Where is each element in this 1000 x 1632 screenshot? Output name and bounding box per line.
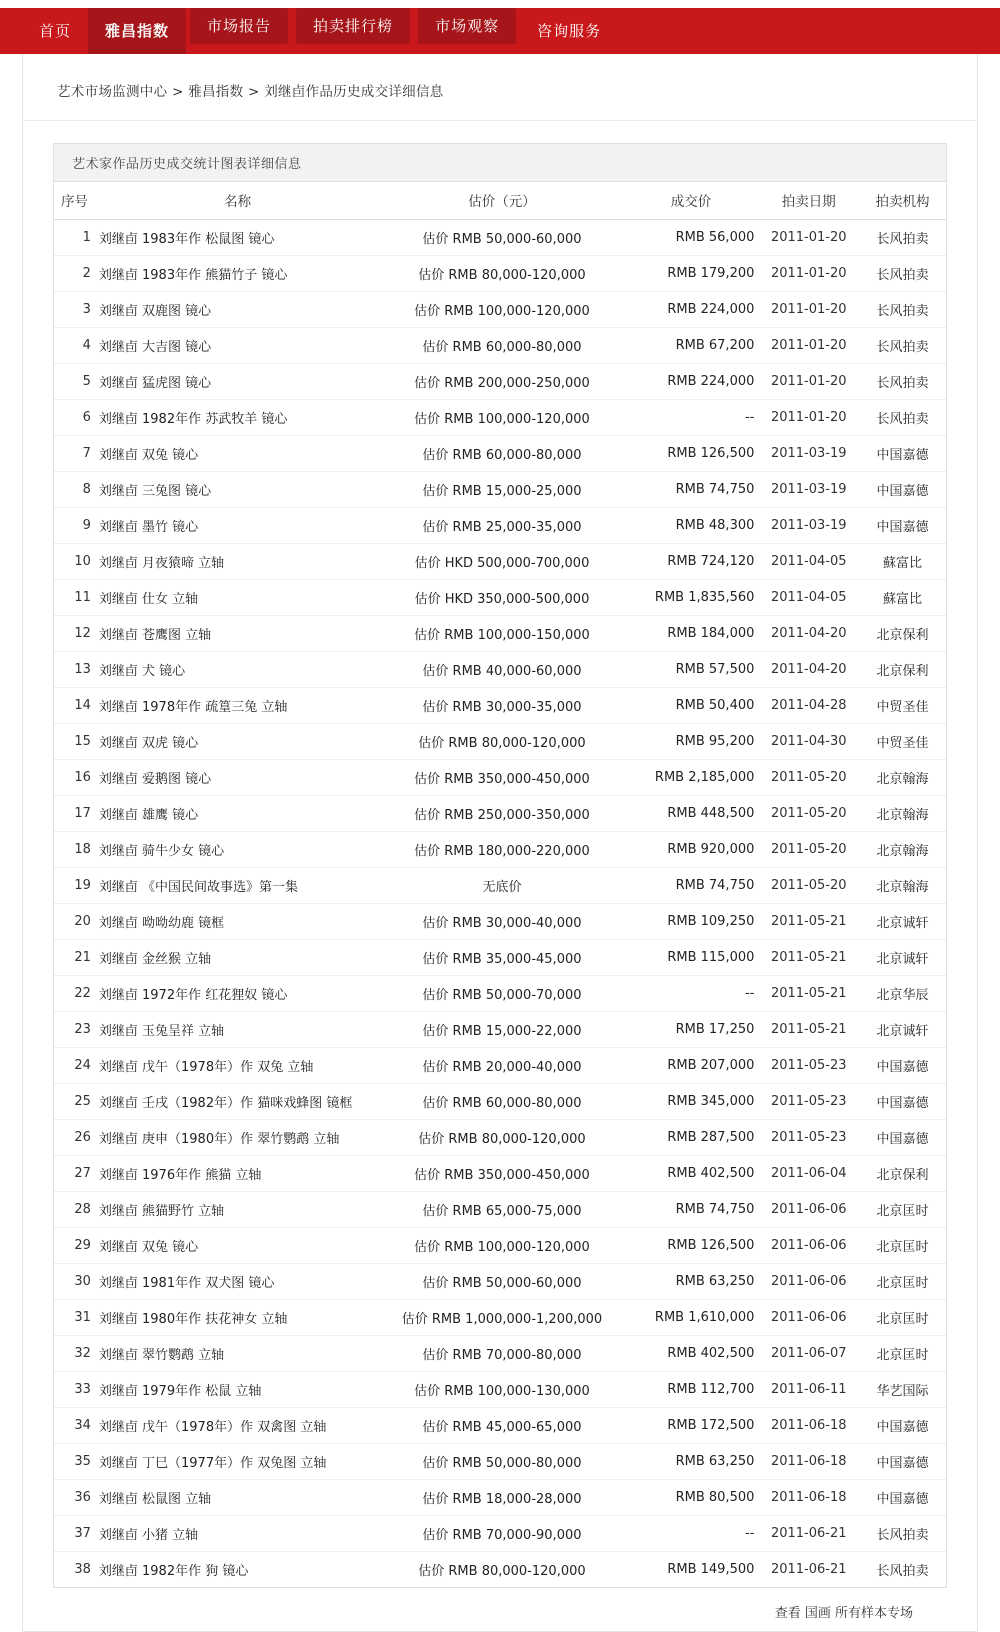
row-estimate: 估价 RMB 80,000-120,000 — [380, 724, 623, 760]
row-estimate: 估价 RMB 30,000-40,000 — [380, 904, 623, 940]
row-name[interactable]: 刘继卣 猛虎图 镜心 — [95, 364, 380, 400]
row-index: 17 — [54, 796, 95, 832]
row-price: RMB 1,610,000 — [624, 1300, 759, 1336]
row-name[interactable]: 刘继卣 丁巳（1977年）作 双兔图 立轴 — [95, 1444, 380, 1480]
row-estimate: 估价 RMB 70,000-80,000 — [380, 1336, 623, 1372]
row-house: 中国嘉德 — [859, 1408, 946, 1444]
column-header-date: 拍卖日期 — [758, 182, 859, 220]
row-estimate: 估价 RMB 60,000-80,000 — [380, 436, 623, 472]
table-row — [54, 1264, 946, 1300]
row-price: RMB 402,500 — [624, 1336, 759, 1372]
row-date: 2011-04-05 — [758, 544, 859, 580]
row-index: 33 — [54, 1372, 95, 1408]
row-house: 中贸圣佳 — [859, 688, 946, 724]
row-house: 蘇富比 — [859, 580, 946, 616]
row-estimate: 估价 RMB 80,000-120,000 — [380, 256, 623, 292]
row-estimate: 估价 RMB 25,000-35,000 — [380, 508, 623, 544]
row-estimate: 估价 RMB 15,000-22,000 — [380, 1012, 623, 1048]
row-price: RMB 402,500 — [624, 1156, 759, 1192]
row-date: 2011-03-19 — [758, 472, 859, 508]
row-house: 长风拍卖 — [859, 364, 946, 400]
nav-item-2[interactable]: 市场报告 — [190, 8, 288, 44]
column-header-estimate: 估价（元） — [380, 182, 623, 220]
table-row — [54, 1372, 946, 1408]
row-house: 中国嘉德 — [859, 508, 946, 544]
row-house: 中国嘉德 — [859, 436, 946, 472]
nav-item-3[interactable]: 拍卖排行榜 — [296, 8, 410, 44]
row-estimate: 估价 RMB 100,000-120,000 — [380, 400, 623, 436]
row-date: 2011-03-19 — [758, 508, 859, 544]
table-row — [54, 796, 946, 832]
table-row — [54, 400, 946, 436]
row-index: 12 — [54, 616, 95, 652]
row-price: RMB 48,300 — [624, 508, 759, 544]
table-row — [54, 292, 946, 328]
row-price: RMB 50,400 — [624, 688, 759, 724]
row-index: 31 — [54, 1300, 95, 1336]
row-index: 35 — [54, 1444, 95, 1480]
row-index: 15 — [54, 724, 95, 760]
row-index: 19 — [54, 868, 95, 904]
row-index: 1 — [54, 220, 95, 256]
table-row — [54, 436, 946, 472]
table-row — [54, 364, 946, 400]
row-index: 5 — [54, 364, 95, 400]
table-row — [54, 1120, 946, 1156]
row-house: 北京诚轩 — [859, 1012, 946, 1048]
row-index: 28 — [54, 1192, 95, 1228]
row-name[interactable]: 刘继卣 双兔 镜心 — [95, 1228, 380, 1264]
row-price: RMB 17,250 — [624, 1012, 759, 1048]
row-estimate: 估价 RMB 30,000-35,000 — [380, 688, 623, 724]
row-house: 长风拍卖 — [859, 1516, 946, 1552]
row-date: 2011-05-20 — [758, 832, 859, 868]
table-row — [54, 832, 946, 868]
table-row — [54, 220, 946, 256]
view-all-link-wrap — [53, 1588, 947, 1621]
row-name[interactable]: 刘继卣 犬 镜心 — [95, 652, 380, 688]
row-date: 2011-05-21 — [758, 1012, 859, 1048]
row-index: 37 — [54, 1516, 95, 1552]
row-estimate: 估价 RMB 50,000-80,000 — [380, 1444, 623, 1480]
row-date: 2011-05-21 — [758, 976, 859, 1012]
row-index: 3 — [54, 292, 95, 328]
row-date: 2011-06-21 — [770, 1562, 847, 1577]
row-price: RMB 109,250 — [624, 904, 759, 940]
row-name[interactable]: 刘继卣 墨竹 镜心 — [95, 508, 380, 544]
row-date: 2011-06-18 — [758, 1480, 859, 1516]
row-price: RMB 74,750 — [624, 868, 759, 904]
table-row — [54, 1516, 946, 1552]
row-date: 2011-06-06 — [758, 1300, 859, 1336]
history-transactions-panel — [53, 143, 947, 1588]
row-name[interactable]: 刘继卣 《中国民间故事选》第一集 — [95, 868, 380, 904]
table-row — [54, 652, 946, 688]
row-index: 21 — [54, 940, 95, 976]
row-price: RMB 207,000 — [624, 1048, 759, 1084]
row-index: 7 — [54, 436, 95, 472]
row-estimate: 估价 RMB 18,000-28,000 — [380, 1480, 623, 1516]
row-estimate: 估价 RMB 50,000-70,000 — [380, 976, 623, 1012]
row-house: 北京翰海 — [859, 760, 946, 796]
row-index: 2 — [54, 256, 95, 292]
page-frame — [22, 54, 978, 1632]
row-price: -- — [624, 400, 759, 436]
table-row — [54, 580, 946, 616]
row-price: RMB 149,500 — [667, 1562, 755, 1577]
row-price: RMB 112,700 — [624, 1372, 759, 1408]
row-index: 30 — [54, 1264, 95, 1300]
row-name[interactable]: 刘继卣 1983年作 熊猫竹子 镜心 — [95, 256, 380, 292]
table-header-row — [54, 182, 946, 220]
nav-item-0[interactable]: 首页 — [39, 21, 72, 40]
row-name[interactable]: 刘继卣 1982年作 苏武牧羊 镜心 — [95, 400, 380, 436]
row-house: 长风拍卖 — [859, 292, 946, 328]
row-name[interactable]: 刘继卣 月夜猿啼 立轴 — [95, 544, 380, 580]
table-row — [54, 688, 946, 724]
row-index: 23 — [54, 1012, 95, 1048]
row-estimate: 估价 RMB 35,000-45,000 — [380, 940, 623, 976]
row-name[interactable]: 刘继卣 大吉图 镜心 — [95, 328, 380, 364]
table-row — [54, 328, 946, 364]
row-house: 北京保利 — [859, 1156, 946, 1192]
panel-title: 艺术家作品历史成交统计图表详细信息 — [54, 144, 946, 182]
row-date: 2011-05-20 — [758, 796, 859, 832]
table-row — [54, 1300, 946, 1336]
row-house: 长风拍卖 — [859, 400, 946, 436]
row-name[interactable]: 刘继卣 戊午（1978年）作 双禽图 立轴 — [95, 1408, 380, 1444]
row-name[interactable]: 刘继卣 庚申（1980年）作 翠竹鹦鹉 立轴 — [95, 1120, 380, 1156]
row-house: 北京匡时 — [859, 1264, 946, 1300]
row-estimate: 估价 RMB 40,000-60,000 — [380, 652, 623, 688]
row-house: 长风拍卖 — [859, 328, 946, 364]
row-index: 6 — [54, 400, 95, 436]
row-date: 2011-01-20 — [758, 220, 859, 256]
table-row — [54, 1192, 946, 1228]
nav-item-5[interactable]: 咨询服务 — [537, 21, 602, 40]
row-price: RMB 56,000 — [624, 220, 759, 256]
row-date: 2011-06-21 — [758, 1516, 859, 1552]
row-date: 2011-01-20 — [758, 292, 859, 328]
row-name[interactable]: 刘继卣 爱鹅图 镜心 — [95, 760, 380, 796]
table-row — [54, 1336, 946, 1372]
table-row — [54, 724, 946, 760]
row-price: RMB 2,185,000 — [624, 760, 759, 796]
row-index: 8 — [54, 472, 95, 508]
row-index: 4 — [54, 328, 95, 364]
row-name[interactable]: 刘继卣 1979年作 松鼠 立轴 — [95, 1372, 380, 1408]
table-row — [54, 1012, 946, 1048]
row-name[interactable]: 刘继卣 1980年作 扶花神女 立轴 — [95, 1300, 380, 1336]
row-estimate: 估价 RMB 100,000-150,000 — [380, 616, 623, 652]
row-price: RMB 172,500 — [624, 1408, 759, 1444]
row-name[interactable]: 刘继卣 1978年作 疏篁三兔 立轴 — [95, 688, 380, 724]
row-estimate: 估价 HKD 500,000-700,000 — [380, 544, 623, 580]
row-date: 2011-04-30 — [758, 724, 859, 760]
row-date: 2011-04-05 — [758, 580, 859, 616]
table-row — [54, 1048, 946, 1084]
table-row — [54, 256, 946, 292]
table-row — [54, 1480, 946, 1516]
row-price: RMB 224,000 — [624, 292, 759, 328]
row-date: 2011-06-06 — [758, 1264, 859, 1300]
row-date: 2011-05-23 — [758, 1048, 859, 1084]
row-date: 2011-06-18 — [758, 1408, 859, 1444]
table-row — [54, 1156, 946, 1192]
row-date: 2011-04-20 — [758, 652, 859, 688]
row-estimate: 估价 RMB 65,000-75,000 — [380, 1192, 623, 1228]
row-price: RMB 724,120 — [624, 544, 759, 580]
row-house: 北京诚轩 — [859, 904, 946, 940]
table-row — [54, 1084, 946, 1120]
row-estimate: 估价 RMB 250,000-350,000 — [380, 796, 623, 832]
row-price: RMB 74,750 — [624, 472, 759, 508]
row-house: 中国嘉德 — [859, 1048, 946, 1084]
row-house: 北京华辰 — [859, 976, 946, 1012]
row-date: 2011-05-21 — [758, 940, 859, 976]
row-index: 32 — [54, 1336, 95, 1372]
row-date: 2011-01-20 — [758, 364, 859, 400]
row-house: 北京匡时 — [859, 1300, 946, 1336]
row-price: RMB 57,500 — [624, 652, 759, 688]
view-all-samples-link[interactable]: 查看 国画 所有样本专场 — [774, 1606, 913, 1621]
row-index: 22 — [54, 976, 95, 1012]
row-price: RMB 95,200 — [624, 724, 759, 760]
row-estimate: 估价 RMB 100,000-120,000 — [380, 292, 623, 328]
row-index: 34 — [54, 1408, 95, 1444]
row-price: RMB 224,000 — [624, 364, 759, 400]
table-row — [54, 904, 946, 940]
row-index: 25 — [54, 1084, 95, 1120]
row-name[interactable]: 刘继卣 仕女 立轴 — [95, 580, 380, 616]
row-price: RMB 126,500 — [624, 436, 759, 472]
row-index: 11 — [54, 580, 95, 616]
row-date: 2011-05-21 — [758, 904, 859, 940]
row-date: 2011-06-11 — [758, 1372, 859, 1408]
row-date: 2011-05-20 — [758, 760, 859, 796]
row-price: RMB 80,500 — [624, 1480, 759, 1516]
row-estimate: 估价 RMB 200,000-250,000 — [380, 364, 623, 400]
column-header-name: 名称 — [95, 182, 380, 220]
row-date: 2011-05-23 — [758, 1120, 859, 1156]
row-estimate: 估价 RMB 80,000-120,000 — [418, 1564, 586, 1579]
row-estimate: 估价 HKD 350,000-500,000 — [380, 580, 623, 616]
row-estimate: 估价 RMB 50,000-60,000 — [380, 220, 623, 256]
row-estimate: 估价 RMB 350,000-450,000 — [380, 760, 623, 796]
table-row — [54, 544, 946, 580]
table-row — [54, 1228, 946, 1264]
row-estimate: 估价 RMB 350,000-450,000 — [380, 1156, 623, 1192]
row-price: RMB 1,835,560 — [624, 580, 759, 616]
table-row — [54, 1444, 946, 1480]
row-house: 北京匡时 — [859, 1192, 946, 1228]
row-price: -- — [624, 976, 759, 1012]
table-row — [54, 760, 946, 796]
row-name[interactable]: 刘继卣 松鼠图 立轴 — [95, 1480, 380, 1516]
table-row — [54, 976, 946, 1012]
row-house: 中国嘉德 — [859, 1120, 946, 1156]
row-price: RMB 126,500 — [624, 1228, 759, 1264]
table-row — [54, 940, 946, 976]
transactions-table — [54, 182, 946, 1587]
row-estimate: 估价 RMB 45,000-65,000 — [380, 1408, 623, 1444]
column-header-index: 序号 — [54, 182, 95, 220]
row-date: 2011-01-20 — [758, 328, 859, 364]
row-house: 中国嘉德 — [859, 1444, 946, 1480]
row-house: 北京翰海 — [859, 868, 946, 904]
row-price: RMB 448,500 — [624, 796, 759, 832]
row-date: 2011-05-23 — [758, 1084, 859, 1120]
row-price: RMB 63,250 — [624, 1264, 759, 1300]
row-price: RMB 287,500 — [624, 1120, 759, 1156]
row-name[interactable]: 刘继卣 熊猫野竹 立轴 — [95, 1192, 380, 1228]
row-index: 10 — [54, 544, 95, 580]
row-name[interactable]: 刘继卣 双虎 镜心 — [95, 724, 380, 760]
row-name[interactable]: 刘继卣 1976年作 熊猫 立轴 — [95, 1156, 380, 1192]
row-name[interactable]: 刘继卣 1972年作 红花狸奴 镜心 — [95, 976, 380, 1012]
row-name[interactable]: 刘继卣 苍鹰图 立轴 — [95, 616, 380, 652]
table-row — [54, 508, 946, 544]
row-price: RMB 184,000 — [624, 616, 759, 652]
row-name[interactable]: 刘继卣 雄鹰 镜心 — [95, 796, 380, 832]
row-index: 18 — [54, 832, 95, 868]
row-date: 2011-03-19 — [758, 436, 859, 472]
row-name[interactable]: 刘继卣 1982年作 狗 镜心 — [98, 1564, 249, 1579]
row-index: 36 — [54, 1480, 95, 1516]
row-price: RMB 67,200 — [624, 328, 759, 364]
table-row — [54, 616, 946, 652]
top-navigation-bar — [0, 0, 1000, 54]
row-price: RMB 74,750 — [624, 1192, 759, 1228]
row-name[interactable]: 刘继卣 呦呦幼鹿 镜框 — [95, 904, 380, 940]
row-name[interactable]: 刘继卣 翠竹鹦鹉 立轴 — [95, 1336, 380, 1372]
row-name[interactable]: 刘继卣 玉兔呈祥 立轴 — [95, 1012, 380, 1048]
row-estimate: 估价 RMB 80,000-120,000 — [380, 1120, 623, 1156]
row-index: 20 — [54, 904, 95, 940]
row-price: RMB 179,200 — [624, 256, 759, 292]
row-house: 蘇富比 — [859, 544, 946, 580]
row-index: 16 — [54, 760, 95, 796]
row-date: 2011-01-20 — [758, 256, 859, 292]
row-estimate: 估价 RMB 100,000-120,000 — [380, 1228, 623, 1264]
row-house: 北京保利 — [859, 652, 946, 688]
row-name[interactable]: 刘继卣 三兔图 镜心 — [95, 472, 380, 508]
row-date: 2011-06-07 — [758, 1336, 859, 1372]
row-index: 14 — [54, 688, 95, 724]
row-name[interactable]: 刘继卣 1981年作 双犬图 镜心 — [95, 1264, 380, 1300]
row-price: RMB 115,000 — [624, 940, 759, 976]
row-estimate: 估价 RMB 15,000-25,000 — [380, 472, 623, 508]
column-header-house: 拍卖机构 — [859, 182, 946, 220]
row-index: 27 — [54, 1156, 95, 1192]
row-name[interactable]: 刘继卣 1983年作 松鼠图 镜心 — [95, 220, 380, 256]
row-house: 中国嘉德 — [859, 472, 946, 508]
row-price: RMB 63,250 — [624, 1444, 759, 1480]
row-house: 北京诚轩 — [859, 940, 946, 976]
column-header-price: 成交价 — [624, 182, 759, 220]
row-estimate: 估价 RMB 180,000-220,000 — [380, 832, 623, 868]
row-house: 长风拍卖 — [859, 220, 946, 256]
row-estimate: 估价 RMB 70,000-90,000 — [380, 1516, 623, 1552]
row-estimate: 估价 RMB 60,000-80,000 — [380, 1084, 623, 1120]
row-name[interactable]: 刘继卣 小猪 立轴 — [95, 1516, 380, 1552]
row-name[interactable]: 刘继卣 金丝猴 立轴 — [95, 940, 380, 976]
row-date: 2011-06-04 — [758, 1156, 859, 1192]
row-house: 北京翰海 — [859, 832, 946, 868]
row-index: 38 — [74, 1562, 91, 1577]
nav-item-4[interactable]: 市场观察 — [418, 8, 516, 44]
table-row — [54, 472, 946, 508]
row-index: 9 — [54, 508, 95, 544]
row-house: 中国嘉德 — [859, 1480, 946, 1516]
row-name[interactable]: 刘继卣 双鹿图 镜心 — [95, 292, 380, 328]
row-house: 北京翰海 — [859, 796, 946, 832]
nav-item-1[interactable]: 雅昌指数 — [88, 8, 186, 54]
row-name[interactable]: 刘继卣 壬戌（1982年）作 猫咪戏蜂图 镜框 — [95, 1084, 380, 1120]
row-estimate: 估价 RMB 20,000-40,000 — [380, 1048, 623, 1084]
row-house: 北京匡时 — [859, 1336, 946, 1372]
row-house: 中国嘉德 — [859, 1084, 946, 1120]
row-index: 24 — [54, 1048, 95, 1084]
row-price: RMB 345,000 — [624, 1084, 759, 1120]
row-date: 2011-06-18 — [758, 1444, 859, 1480]
row-date: 2011-01-20 — [758, 400, 859, 436]
row-house: 北京匡时 — [859, 1228, 946, 1264]
row-house: 中贸圣佳 — [859, 724, 946, 760]
row-price: -- — [624, 1516, 759, 1552]
content-area — [23, 121, 977, 1631]
row-estimate: 估价 RMB 60,000-80,000 — [380, 328, 623, 364]
row-date: 2011-04-20 — [758, 616, 859, 652]
row-date: 2011-05-20 — [758, 868, 859, 904]
row-estimate: 估价 RMB 50,000-60,000 — [380, 1264, 623, 1300]
row-date: 2011-06-06 — [758, 1192, 859, 1228]
row-estimate: 估价 RMB 100,000-130,000 — [380, 1372, 623, 1408]
row-price: RMB 920,000 — [624, 832, 759, 868]
row-index: 26 — [54, 1120, 95, 1156]
row-name[interactable]: 刘继卣 双兔 镜心 — [95, 436, 380, 472]
row-house: 长风拍卖 — [876, 1564, 929, 1579]
row-date: 2011-04-28 — [758, 688, 859, 724]
row-index: 29 — [54, 1228, 95, 1264]
row-house: 长风拍卖 — [859, 256, 946, 292]
row-house: 华艺国际 — [859, 1372, 946, 1408]
table-row — [54, 1408, 946, 1444]
table-row — [54, 1552, 946, 1588]
table-row — [54, 868, 946, 904]
row-index: 13 — [54, 652, 95, 688]
breadcrumb: 艺术市场监测中心 > 雅昌指数 > 刘继卣作品历史成交详细信息 — [23, 54, 977, 121]
row-name[interactable]: 刘继卣 骑牛少女 镜心 — [95, 832, 380, 868]
row-estimate: 无底价 — [380, 868, 623, 904]
row-estimate: 估价 RMB 1,000,000-1,200,000 — [380, 1300, 623, 1336]
row-name[interactable]: 刘继卣 戊午（1978年）作 双兔 立轴 — [95, 1048, 380, 1084]
row-date: 2011-06-06 — [758, 1228, 859, 1264]
row-house: 北京保利 — [859, 616, 946, 652]
